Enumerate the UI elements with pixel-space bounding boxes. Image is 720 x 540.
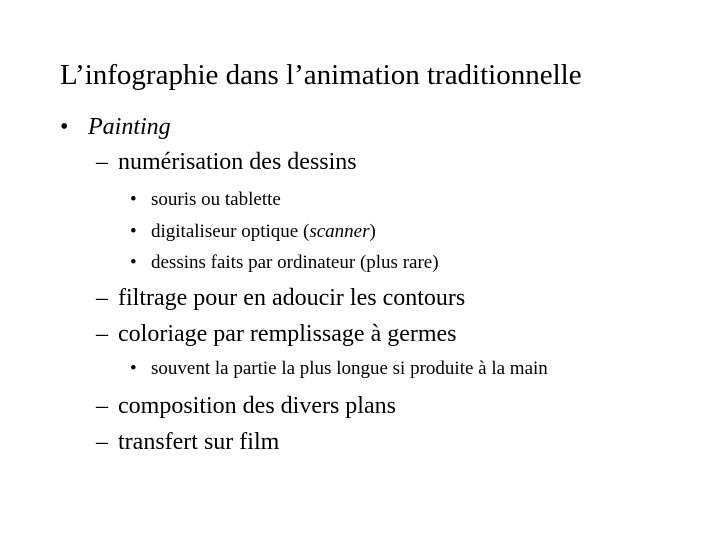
subitem-filtrage-label: filtrage pour en adoucir les contours — [118, 285, 466, 311]
subsubitem-souris — [130, 188, 281, 212]
bullet-marker: • — [130, 358, 137, 379]
bullet-marker: • — [130, 221, 137, 242]
subsubitem-souvent-label: souvent la partie la plus longue si produite à la main — [151, 358, 548, 379]
subitem-composition — [96, 391, 396, 421]
subitem-transfert — [96, 427, 279, 457]
subsubitem-digitaliseur-scanner: scanner — [309, 221, 370, 242]
slide-title: L’infographie dans l’animation traditionnelle — [60, 59, 582, 91]
bullet-painting-label: Painting — [88, 114, 171, 140]
subitem-filtrage — [96, 283, 465, 313]
subitem-coloriage-label: coloriage par remplissage à germes — [118, 321, 457, 347]
subitem-coloriage — [96, 319, 457, 349]
subsubitem-digitaliseur-suffix: ) — [369, 221, 376, 242]
subsubitem-souris-label: souris ou tablette — [151, 189, 281, 210]
subsubitem-dessins — [130, 251, 439, 275]
subsubitem-digitaliseur — [130, 220, 376, 244]
subitem-numerisation-label: numérisation des dessins — [118, 149, 357, 175]
dash-marker: – — [96, 429, 108, 455]
bullet-marker: • — [60, 114, 69, 140]
bullet-painting — [60, 112, 171, 142]
subsubitem-dessins-label: dessins faits par ordinateur (plus rare) — [151, 252, 439, 273]
subitem-composition-label: composition des divers plans — [118, 393, 396, 419]
subsubitem-souvent — [130, 357, 548, 381]
subitem-numerisation — [96, 147, 357, 177]
bullet-marker: • — [130, 252, 137, 273]
bullet-marker: • — [130, 189, 137, 210]
dash-marker: – — [96, 321, 108, 347]
dash-marker: – — [96, 393, 108, 419]
dash-marker: – — [96, 285, 108, 311]
subsubitem-digitaliseur-prefix: digitaliseur optique ( — [151, 221, 310, 242]
subitem-transfert-label: transfert sur film — [118, 429, 280, 455]
dash-marker: – — [96, 149, 108, 175]
